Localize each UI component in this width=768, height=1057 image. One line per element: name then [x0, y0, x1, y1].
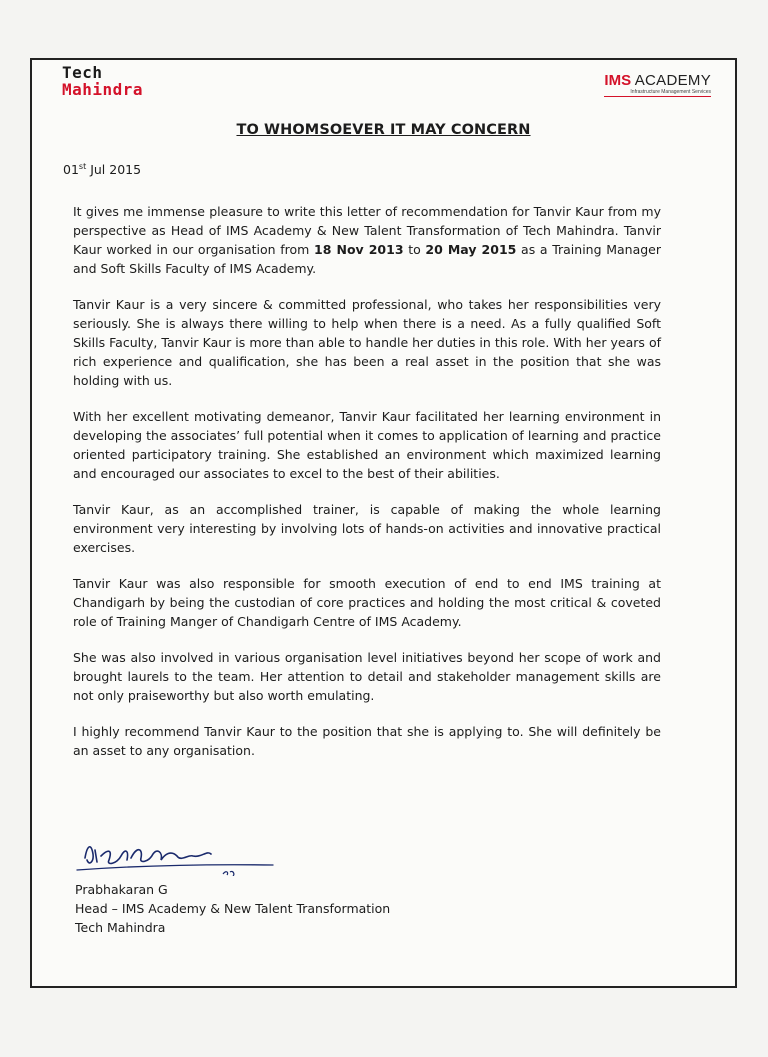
signer-block [75, 880, 390, 937]
signer-title: Head – IMS Academy & New Talent Transformation [75, 901, 391, 916]
letter-frame [30, 58, 737, 988]
letter-title: TO WHOMSOEVER IT MAY CONCERN [236, 122, 531, 138]
letter-body [73, 202, 661, 777]
paragraph-2: Tanvir Kaur is a very sincere & committed professional, who takes her responsibilities very seriously. She is always there willing to help when there is a need. As a fully qualified Soft Skills Faculty, Tanvir Kaur is more than able to handle her duties in this role. With her years of rich experience and qualification, she has been a real asset in the position that she was holding with us. [73, 297, 661, 388]
end-date: 20 May 2015 [425, 242, 517, 257]
letter-date [63, 162, 141, 177]
date-suffix: st [78, 162, 87, 171]
signer-company: Tech Mahindra [75, 920, 166, 935]
date-rest: Jul 2015 [86, 162, 142, 178]
p1-text-b: to [403, 242, 426, 257]
paragraph-4: Tanvir Kaur, as an accomplished trainer, is capable of making the whole learning environment very interesting by involving lots of hands-on activities and innovative practical exercises. [73, 502, 661, 555]
paragraph-3: With her excellent motivating demeanor, Tanvir Kaur facilitated her learning environment in developing the associates’ full potential when it comes to application of learning and practice oriented participatory training. She established an environment which maximized learning and encouraged our associates to excel to the best of their abilities. [73, 409, 661, 481]
tech-mahindra-logo [62, 64, 143, 98]
ims-academy-logo [604, 73, 711, 97]
logo-line-mahindra: Mahindra [62, 80, 144, 99]
paragraph-6: She was also involved in various organisation level initiatives beyond her scope of work and brought laurels to the team. Her attention to detail and stakeholder management skills are not only praiseworthy but also worth emulating. [73, 650, 661, 703]
signer-name: Prabhakaran G [75, 882, 168, 897]
date-day: 01 [63, 162, 79, 178]
p1-text-c: as a Training Manager and Soft Skills Faculty of IMS Academy. [73, 242, 661, 276]
start-date: 18 Nov 2013 [314, 242, 404, 257]
handwritten-signature [73, 836, 453, 876]
paragraph-5: Tanvir Kaur was also responsible for smooth execution of end to end IMS training at Chandigarh by being the custodian of core practices and holding the most critical & coveted role of Training Manger of Chandigarh Centre of IMS Academy. [73, 576, 661, 629]
p1-text-a: It gives me immense pleasure to write this letter of recommendation for Tanvir Kaur from my perspective as Head of IMS Academy & New Talent Transformation of Tech Mahindra. Tanvir Kaur worked in our organisation from [73, 204, 661, 257]
ims-logo-tagline: Infrastructure Management Services [604, 89, 711, 97]
logo-line-tech: Tech [62, 63, 103, 82]
paragraph-1 [73, 202, 661, 278]
ims-logo-text: IMS [604, 72, 632, 89]
paragraph-7: I highly recommend Tanvir Kaur to the position that she is applying to. She will definitely be an asset to any organisation. [73, 724, 661, 758]
signature-icon [73, 836, 453, 876]
academy-logo-text: ACADEMY [631, 72, 711, 89]
